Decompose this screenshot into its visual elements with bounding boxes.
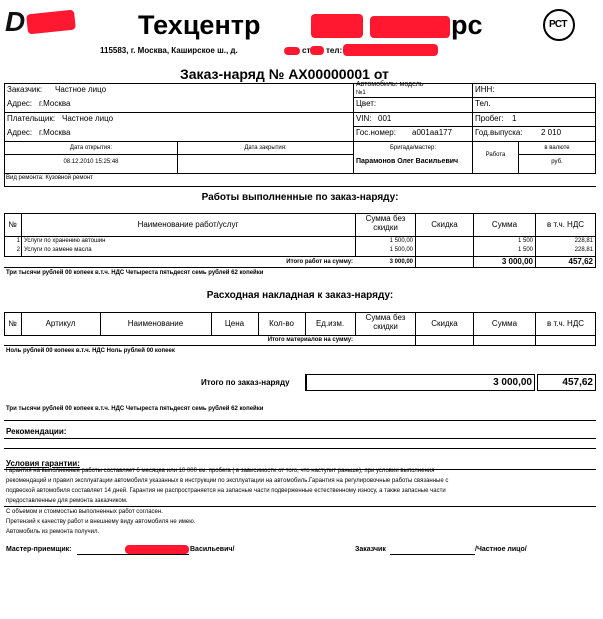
date-closed-label: Дата закрытия: (244, 145, 287, 151)
works-total-wo-discount: 3 000,00 (389, 259, 413, 265)
redaction-mark (311, 14, 363, 38)
customer-signature-label: Заказчик (355, 546, 386, 553)
order-title: Заказ-наряд № АХ00000001 от (180, 66, 389, 82)
customer-value: Частное лицо (55, 85, 107, 94)
payer-address-value: г.Москва (39, 128, 71, 137)
row-sum-wo-discount: 1 500,00 (389, 238, 413, 244)
grand-total-vat: 457,62 (562, 377, 593, 388)
warranty-line: Автомобиль из ремонта получил. (6, 529, 100, 535)
row-name: Услуги по хранению автошин (24, 238, 106, 244)
works-col-number: № (8, 220, 17, 229)
grand-total-in-words: Три тысячи рублей 00 копеек в.т.ч. НДС Четыреста пятьдесят семь рублей 62 копейки (6, 406, 264, 412)
row-sum-wo-discount: 1 500,00 (389, 247, 413, 253)
customer-address-value: г.Москва (39, 99, 71, 108)
warranty-line: С объемом и стоимостью выполненных работ согласен. (6, 509, 163, 515)
redaction-mark (26, 10, 76, 35)
inn-label: ИНН: (475, 85, 495, 94)
works-col-vat: в т.ч. НДС (546, 220, 585, 229)
master-signature-name: Васильевич/ (190, 546, 235, 553)
company-address: 115583, г. Москва, Каширское ш., д. (100, 46, 238, 55)
company-logo (5, 6, 77, 40)
certification-mark-icon: РСТ (543, 9, 575, 41)
works-col-sum-wo-discount: Сумма без скидки (365, 214, 406, 233)
payer-address-label: Адрес: (7, 128, 33, 137)
company-phone-label: тел: (326, 46, 343, 55)
works-col-name: Наименование работ/услуг (137, 220, 239, 229)
customer-signature-name: /Частное лицо/ (475, 546, 527, 553)
materials-col-number: № (8, 319, 17, 328)
materials-col-sum: Сумма (491, 319, 518, 328)
recommendations-label: Рекомендации: (6, 427, 67, 436)
repair-type: Вид ремонта: Кузовной ремонт (6, 175, 93, 181)
work-label: Работа (485, 152, 506, 158)
vin-value: 001 (378, 114, 392, 123)
works-col-sum: Сумма (491, 220, 518, 229)
year-value: 2 010 (541, 128, 562, 137)
row-sum: 1 500 (517, 238, 533, 244)
mileage-value: 1 (512, 114, 517, 123)
mileage-label: Пробег: (475, 114, 504, 123)
warranty-title: Условия гарантии: (6, 459, 80, 468)
logo-letter: D (5, 6, 25, 37)
warranty-line: Гарантия на выполненные работы составляет 6 месяцев или 10 000 км. пробега ( в зависимости от того, что наступит раньше), при условии выполнения (6, 468, 435, 474)
redaction-mark (284, 47, 300, 55)
materials-title: Расходная накладная к заказ-наряду: (206, 290, 394, 301)
vin-label: VIN: (356, 114, 372, 123)
warranty-line: Претензий к качеству работ и внешнему виду автомобиля не имею. (6, 519, 196, 525)
date-opened-label: Дата открытия: (69, 145, 113, 151)
materials-total-in-words: Ноль рублей 00 копеек в.т.ч. НДС Ноль рублей 00 копеек (6, 348, 175, 354)
row-sum: 1 500 (517, 247, 533, 253)
address-street-tail: ст (302, 46, 311, 55)
materials-col-discount: Скидка (431, 319, 458, 328)
redaction-mark (310, 46, 324, 55)
works-total-vat: 457,62 (568, 257, 593, 266)
redaction-mark (370, 16, 450, 38)
works-col-discount: Скидка (431, 220, 458, 229)
works-total-sum: 3 000,00 (501, 257, 533, 266)
warranty-line: предоставленные для ремонта заказчиком. (6, 498, 128, 504)
materials-col-price: Цена (224, 319, 245, 328)
company-title-end: рс (451, 10, 483, 40)
warranty-line: рекомендаций и правил эксплуатации автомобиля указанных в инструкции по эксплуатации на автомобиль.Гарантия на регулировочные работы связанные с (6, 478, 449, 484)
year-label: Год.выпуска: (475, 128, 523, 137)
company-title: Техцентр (138, 10, 261, 40)
materials-col-name: Наименование (127, 319, 184, 328)
master-signature-label: Мастер-приемщик: (6, 546, 72, 553)
currency-value: руб. (551, 159, 563, 165)
materials-col-article: Артикул (45, 319, 76, 328)
row-vat: 228,81 (574, 247, 593, 253)
row-vat: 228,81 (574, 238, 593, 244)
plate-value: а001аа177 (412, 128, 453, 137)
row-number: 1 (16, 238, 20, 244)
row-number: 2 (16, 247, 20, 253)
brigade-label: Бригада/мастер: (389, 145, 436, 151)
materials-col-quantity: Кол-во (269, 319, 294, 328)
works-total-in-words: Три тысячи рублей 00 копеек в.т.ч. НДС Четыреста пятьдесят семь рублей 62 копейки (6, 270, 264, 276)
date-opened-value: 08.12.2010 15:25:48 (63, 159, 119, 165)
grand-total-sum: 3 000,00 (493, 377, 532, 388)
materials-col-vat: в т.ч. НДС (546, 319, 585, 328)
redaction-mark (125, 545, 189, 554)
grand-total-label: Итого по заказ-наряду (201, 378, 290, 387)
materials-col-sum-wo-discount: Сумма без скидки (365, 313, 406, 332)
redaction-mark (343, 44, 438, 56)
phone-label: Тел. (475, 99, 491, 108)
works-total-label: Итого работ на сумму: (286, 259, 353, 265)
brigade-value: Парамонов Олег Васильевич (356, 158, 459, 165)
row-name: Услуги по замене масла (24, 247, 92, 253)
materials-total-label: Итого материалов на сумму: (267, 337, 353, 343)
payer-value: Частное лицо (62, 114, 114, 123)
works-title: Работы выполненные по заказ-наряду: (201, 192, 399, 203)
vehicle-model-value: №1 (356, 90, 366, 96)
payer-label: Плательщик: (7, 114, 56, 123)
vehicle-color-label: Цвет: (356, 99, 377, 108)
materials-col-unit: Ед.изм. (315, 319, 345, 328)
customer-label: Заказчик: (7, 85, 43, 94)
plate-label: Гос.номер: (356, 128, 396, 137)
vehicle-model-label: Автомобиль: модель (356, 81, 424, 88)
warranty-line: подвеской автомобиля составляет 14 дней. Гарантия не распространяется на запасные части подверженные естественному износу, а также запасные части (6, 488, 446, 494)
currency-label: в валюте (544, 145, 570, 151)
customer-address-label: Адрес: (7, 99, 33, 108)
